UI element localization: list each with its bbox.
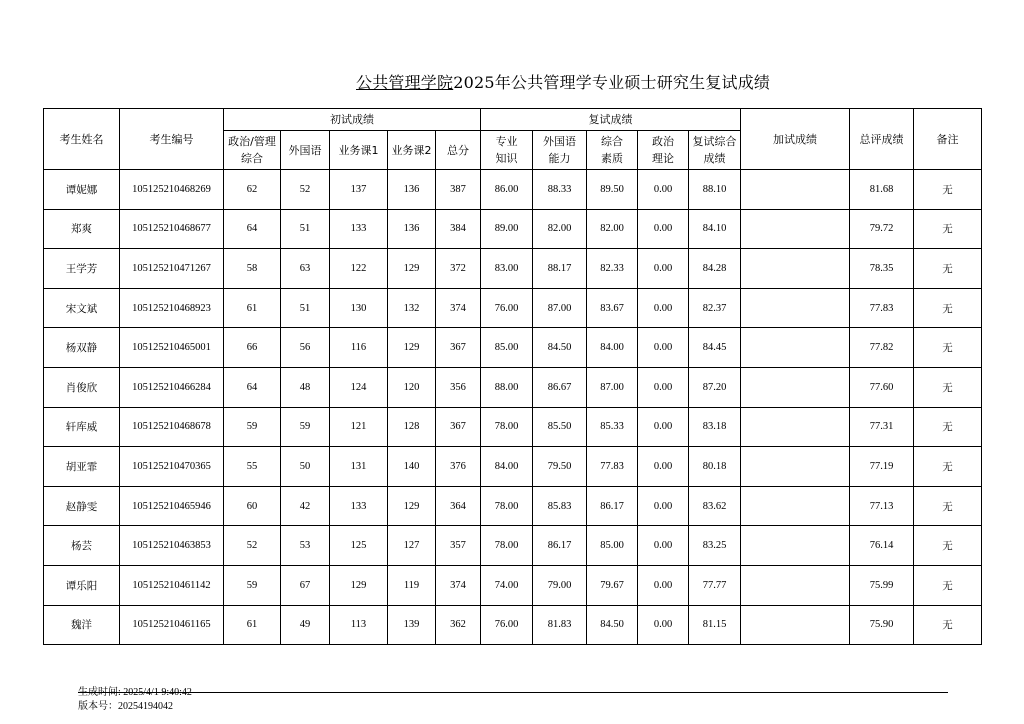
cell-initial-1: 52 <box>281 170 330 210</box>
cell-retest-0: 84.00 <box>481 447 533 487</box>
cell-name: 肖俊欣 <box>44 367 120 407</box>
cell-retest-3: 0.00 <box>638 565 689 605</box>
cell-retest-2: 85.33 <box>587 407 638 447</box>
cell-initial-4: 362 <box>436 605 481 645</box>
cell-id: 105125210468677 <box>120 209 224 249</box>
cell-id: 105125210468269 <box>120 170 224 210</box>
cell-retest-2: 83.67 <box>587 288 638 328</box>
cell-initial-3: 128 <box>388 407 436 447</box>
cell-note: 无 <box>914 407 982 447</box>
header-initial-col-2-line: 业务课1 <box>338 143 379 157</box>
header-retest-col-4-line: 复试综合 <box>692 135 737 148</box>
header-initial-col-4 <box>436 131 481 170</box>
cell-retest-2: 82.33 <box>587 249 638 289</box>
cell-name: 宋文斌 <box>44 288 120 328</box>
cell-total: 77.19 <box>850 447 914 487</box>
header-retest-col-2 <box>587 131 638 170</box>
cell-retest-4: 84.10 <box>689 209 741 249</box>
header-retest-group: 复试成绩 <box>481 109 741 131</box>
cell-initial-4: 376 <box>436 447 481 487</box>
grades-table <box>43 108 982 645</box>
cell-total: 78.35 <box>850 249 914 289</box>
cell-retest-0: 89.00 <box>481 209 533 249</box>
cell-retest-3: 0.00 <box>638 407 689 447</box>
header-retest-col-3 <box>638 131 689 170</box>
cell-retest-3: 0.00 <box>638 288 689 328</box>
table-row <box>44 407 982 447</box>
page-title-school: 公共管理学院 <box>356 73 454 92</box>
cell-id: 105125210461165 <box>120 605 224 645</box>
cell-extra <box>741 249 850 289</box>
header-retest-col-1-line: 能力 <box>548 152 571 165</box>
table-row <box>44 328 982 368</box>
page-title-rest: 2025年公共管理学专业硕士研究生复试成绩 <box>453 73 771 92</box>
cell-initial-3: 136 <box>388 170 436 210</box>
header-retest-col-2-line: 素质 <box>601 152 623 165</box>
cell-retest-1: 85.50 <box>533 407 587 447</box>
cell-retest-2: 84.00 <box>587 328 638 368</box>
cell-extra <box>741 486 850 526</box>
header-retest-col-0 <box>481 131 533 170</box>
cell-total: 77.13 <box>850 486 914 526</box>
cell-retest-0: 74.00 <box>481 565 533 605</box>
cell-initial-4: 367 <box>436 407 481 447</box>
cell-initial-2: 131 <box>330 447 388 487</box>
table-row <box>44 367 982 407</box>
cell-initial-1: 50 <box>281 447 330 487</box>
cell-id: 105125210471267 <box>120 249 224 289</box>
cell-name: 魏洋 <box>44 605 120 645</box>
cell-id: 105125210466284 <box>120 367 224 407</box>
cell-retest-4: 83.62 <box>689 486 741 526</box>
cell-initial-1: 51 <box>281 288 330 328</box>
cell-extra <box>741 288 850 328</box>
cell-initial-3: 120 <box>388 367 436 407</box>
cell-initial-3: 119 <box>388 565 436 605</box>
cell-initial-2: 133 <box>330 209 388 249</box>
cell-note: 无 <box>914 526 982 566</box>
header-initial-col-3 <box>388 131 436 170</box>
cell-initial-4: 372 <box>436 249 481 289</box>
cell-retest-3: 0.00 <box>638 328 689 368</box>
header-name: 考生姓名 <box>44 109 120 170</box>
cell-name: 谭乐阳 <box>44 565 120 605</box>
cell-retest-1: 79.50 <box>533 447 587 487</box>
cell-initial-4: 384 <box>436 209 481 249</box>
cell-retest-4: 83.18 <box>689 407 741 447</box>
table-row <box>44 249 982 289</box>
cell-initial-2: 129 <box>330 565 388 605</box>
cell-initial-2: 130 <box>330 288 388 328</box>
header-retest-col-0-line: 知识 <box>495 152 518 165</box>
cell-initial-0: 61 <box>224 288 281 328</box>
cell-retest-0: 85.00 <box>481 328 533 368</box>
cell-note: 无 <box>914 170 982 210</box>
cell-id: 105125210470365 <box>120 447 224 487</box>
cell-initial-2: 137 <box>330 170 388 210</box>
cell-extra <box>741 209 850 249</box>
cell-retest-1: 85.83 <box>533 486 587 526</box>
cell-name: 轩库威 <box>44 407 120 447</box>
header-retest-col-4-line: 成绩 <box>703 152 726 165</box>
cell-initial-1: 63 <box>281 249 330 289</box>
cell-id: 105125210468678 <box>120 407 224 447</box>
cell-initial-0: 64 <box>224 367 281 407</box>
cell-initial-0: 66 <box>224 328 281 368</box>
cell-retest-2: 86.17 <box>587 486 638 526</box>
cell-initial-1: 48 <box>281 367 330 407</box>
cell-name: 郑爽 <box>44 209 120 249</box>
cell-initial-0: 61 <box>224 605 281 645</box>
cell-initial-3: 129 <box>388 249 436 289</box>
cell-retest-1: 87.00 <box>533 288 587 328</box>
header-total: 总评成绩 <box>850 109 914 170</box>
cell-initial-4: 367 <box>436 328 481 368</box>
cell-retest-2: 87.00 <box>587 367 638 407</box>
table-row <box>44 605 982 645</box>
header-retest-col-0-line: 专业 <box>495 135 518 148</box>
cell-retest-3: 0.00 <box>638 170 689 210</box>
cell-initial-0: 58 <box>224 249 281 289</box>
cell-retest-2: 82.00 <box>587 209 638 249</box>
table-row <box>44 288 982 328</box>
cell-name: 胡亚霏 <box>44 447 120 487</box>
cell-retest-1: 88.33 <box>533 170 587 210</box>
cell-retest-4: 80.18 <box>689 447 741 487</box>
footer-divider <box>78 692 948 693</box>
cell-initial-3: 139 <box>388 605 436 645</box>
cell-initial-3: 129 <box>388 328 436 368</box>
cell-retest-0: 88.00 <box>481 367 533 407</box>
cell-initial-0: 62 <box>224 170 281 210</box>
cell-name: 赵静雯 <box>44 486 120 526</box>
cell-name: 杨双静 <box>44 328 120 368</box>
table-row <box>44 526 982 566</box>
cell-initial-2: 133 <box>330 486 388 526</box>
table-row <box>44 447 982 487</box>
cell-initial-2: 116 <box>330 328 388 368</box>
cell-retest-4: 84.45 <box>689 328 741 368</box>
cell-name: 杨芸 <box>44 526 120 566</box>
cell-retest-4: 84.28 <box>689 249 741 289</box>
cell-initial-0: 52 <box>224 526 281 566</box>
cell-initial-3: 129 <box>388 486 436 526</box>
cell-note: 无 <box>914 605 982 645</box>
cell-note: 无 <box>914 447 982 487</box>
cell-initial-4: 387 <box>436 170 481 210</box>
cell-retest-0: 86.00 <box>481 170 533 210</box>
cell-retest-2: 85.00 <box>587 526 638 566</box>
cell-initial-4: 374 <box>436 288 481 328</box>
header-id: 考生编号 <box>120 109 224 170</box>
cell-retest-0: 78.00 <box>481 407 533 447</box>
cell-initial-1: 67 <box>281 565 330 605</box>
cell-retest-1: 81.83 <box>533 605 587 645</box>
cell-retest-1: 88.17 <box>533 249 587 289</box>
cell-retest-3: 0.00 <box>638 526 689 566</box>
cell-retest-3: 0.00 <box>638 249 689 289</box>
header-retest-col-1 <box>533 131 587 170</box>
cell-retest-3: 0.00 <box>638 447 689 487</box>
cell-retest-4: 77.77 <box>689 565 741 605</box>
cell-retest-3: 0.00 <box>638 605 689 645</box>
cell-initial-0: 60 <box>224 486 281 526</box>
header-retest-col-1-line: 外国语 <box>543 135 576 148</box>
header-row-1 <box>44 109 982 131</box>
cell-retest-2: 89.50 <box>587 170 638 210</box>
cell-id: 105125210465946 <box>120 486 224 526</box>
header-initial-col-1-line: 外国语 <box>288 143 322 157</box>
table-row <box>44 565 982 605</box>
cell-extra <box>741 170 850 210</box>
cell-initial-3: 132 <box>388 288 436 328</box>
cell-retest-1: 86.67 <box>533 367 587 407</box>
cell-retest-3: 0.00 <box>638 367 689 407</box>
header-retest-col-2-line: 综合 <box>601 135 623 148</box>
footer-generated-time: 生成时间: 2025/4/1 9:40:42 <box>78 687 192 698</box>
cell-initial-4: 364 <box>436 486 481 526</box>
table-row <box>44 486 982 526</box>
cell-retest-2: 84.50 <box>587 605 638 645</box>
cell-retest-0: 78.00 <box>481 526 533 566</box>
cell-initial-0: 59 <box>224 407 281 447</box>
cell-retest-4: 83.25 <box>689 526 741 566</box>
cell-retest-0: 78.00 <box>481 486 533 526</box>
cell-initial-2: 113 <box>330 605 388 645</box>
cell-extra <box>741 367 850 407</box>
header-initial-col-4-line: 总分 <box>447 143 469 157</box>
header-initial-col-0-line: 政治/管理 <box>228 135 276 148</box>
header-initial-col-1 <box>281 131 330 170</box>
cell-retest-1: 86.17 <box>533 526 587 566</box>
cell-initial-0: 64 <box>224 209 281 249</box>
cell-retest-1: 82.00 <box>533 209 587 249</box>
header-initial-col-3-line: 业务课2 <box>391 143 432 157</box>
cell-initial-1: 49 <box>281 605 330 645</box>
cell-id: 105125210463853 <box>120 526 224 566</box>
cell-initial-0: 55 <box>224 447 281 487</box>
cell-total: 79.72 <box>850 209 914 249</box>
header-initial-col-2 <box>330 131 388 170</box>
cell-total: 77.60 <box>850 367 914 407</box>
cell-initial-2: 122 <box>330 249 388 289</box>
cell-initial-2: 124 <box>330 367 388 407</box>
cell-total: 76.14 <box>850 526 914 566</box>
cell-initial-1: 42 <box>281 486 330 526</box>
cell-id: 105125210465001 <box>120 328 224 368</box>
cell-retest-0: 76.00 <box>481 288 533 328</box>
cell-initial-2: 125 <box>330 526 388 566</box>
cell-retest-1: 79.00 <box>533 565 587 605</box>
cell-initial-2: 121 <box>330 407 388 447</box>
cell-total: 75.90 <box>850 605 914 645</box>
header-initial-col-0 <box>224 131 281 170</box>
footer-version: 版本号：20254194042 <box>78 701 173 712</box>
cell-extra <box>741 447 850 487</box>
header-retest-col-4 <box>689 131 741 170</box>
cell-id: 105125210461142 <box>120 565 224 605</box>
cell-retest-4: 87.20 <box>689 367 741 407</box>
cell-retest-4: 82.37 <box>689 288 741 328</box>
header-note: 备注 <box>914 109 982 170</box>
cell-extra <box>741 605 850 645</box>
cell-total: 75.99 <box>850 565 914 605</box>
cell-retest-2: 79.67 <box>587 565 638 605</box>
cell-retest-3: 0.00 <box>638 486 689 526</box>
cell-note: 无 <box>914 565 982 605</box>
grades-body <box>44 170 982 645</box>
cell-note: 无 <box>914 486 982 526</box>
page-title <box>356 70 786 93</box>
cell-note: 无 <box>914 209 982 249</box>
cell-initial-1: 53 <box>281 526 330 566</box>
cell-note: 无 <box>914 288 982 328</box>
cell-total: 77.83 <box>850 288 914 328</box>
table-row <box>44 209 982 249</box>
cell-extra <box>741 565 850 605</box>
cell-extra <box>741 328 850 368</box>
cell-initial-3: 136 <box>388 209 436 249</box>
cell-initial-3: 140 <box>388 447 436 487</box>
cell-initial-3: 127 <box>388 526 436 566</box>
cell-retest-0: 76.00 <box>481 605 533 645</box>
header-extra: 加试成绩 <box>741 109 850 170</box>
cell-retest-4: 88.10 <box>689 170 741 210</box>
cell-retest-3: 0.00 <box>638 209 689 249</box>
cell-initial-4: 357 <box>436 526 481 566</box>
cell-note: 无 <box>914 367 982 407</box>
header-retest-col-3-line: 理论 <box>652 152 674 165</box>
table-row <box>44 170 982 210</box>
cell-retest-4: 81.15 <box>689 605 741 645</box>
header-retest-col-3-line: 政治 <box>652 135 674 148</box>
cell-retest-0: 83.00 <box>481 249 533 289</box>
cell-initial-4: 356 <box>436 367 481 407</box>
cell-total: 81.68 <box>850 170 914 210</box>
cell-initial-1: 56 <box>281 328 330 368</box>
cell-note: 无 <box>914 328 982 368</box>
cell-initial-4: 374 <box>436 565 481 605</box>
cell-note: 无 <box>914 249 982 289</box>
cell-retest-1: 84.50 <box>533 328 587 368</box>
cell-name: 王学芳 <box>44 249 120 289</box>
cell-extra <box>741 407 850 447</box>
cell-name: 谭妮娜 <box>44 170 120 210</box>
cell-total: 77.82 <box>850 328 914 368</box>
cell-initial-1: 59 <box>281 407 330 447</box>
cell-extra <box>741 526 850 566</box>
header-initial-col-0-line: 综合 <box>241 152 263 165</box>
cell-total: 77.31 <box>850 407 914 447</box>
cell-retest-2: 77.83 <box>587 447 638 487</box>
cell-initial-0: 59 <box>224 565 281 605</box>
header-initial-group: 初试成绩 <box>224 109 481 131</box>
cell-id: 105125210468923 <box>120 288 224 328</box>
cell-initial-1: 51 <box>281 209 330 249</box>
